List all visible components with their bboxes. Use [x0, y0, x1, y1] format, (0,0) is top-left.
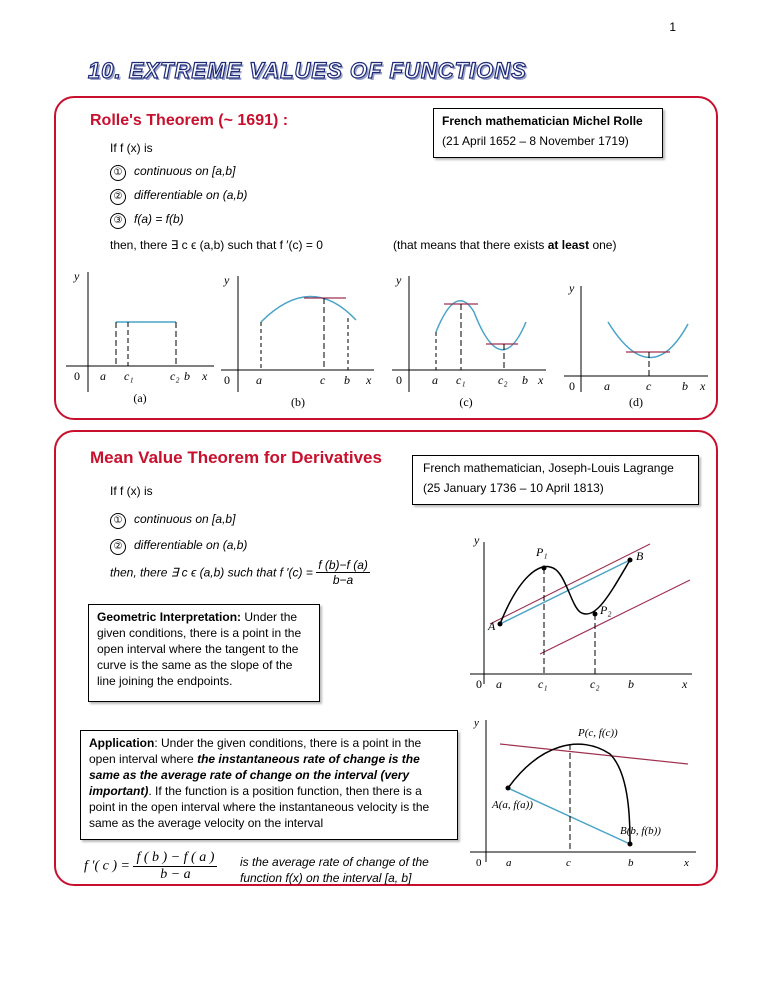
svg-text:y: y — [569, 281, 575, 295]
condition-number: ③ — [110, 213, 126, 229]
rolle-condition-3 — [110, 212, 184, 229]
application-box — [80, 730, 458, 840]
rolle-mathematician-dates: (21 April 1652 – 8 November 1719) — [442, 134, 629, 148]
svg-text:a: a — [256, 373, 262, 387]
condition-text: differentiable on (a,b) — [134, 188, 248, 202]
geo-text: Under the given conditions, there is a point in the open interval where the tangent to the curve is the same as the slope of the line joining the endpoints. — [97, 610, 302, 688]
mvt-condition-1 — [110, 512, 235, 529]
app-emphasis: the instantaneous rate of change is the same as the average rate of change on the interval (very important) — [89, 752, 420, 798]
rolle-at-least-note — [393, 238, 616, 252]
point-b-label: B — [636, 549, 644, 563]
mvt-mathematician-dates: (25 January 1736 – 10 April 1813) — [423, 481, 604, 495]
svg-text:c₁: c₁ — [124, 369, 134, 383]
tick-a-label: a — [506, 857, 512, 869]
origin-label: 0 — [476, 677, 482, 691]
graph-caption-c: (c) — [459, 395, 473, 409]
formula-lhs: f ′( c ) = — [84, 858, 130, 874]
average-rate-description: is the average rate of change of the function f(x) on the interval [a, b] — [240, 855, 429, 885]
formula-denominator: b − a — [160, 867, 191, 882]
rolle-condition-1 — [110, 164, 235, 181]
note-text: one) — [589, 238, 617, 252]
svg-text:a: a — [604, 379, 610, 393]
tick-c-label: c — [566, 857, 571, 869]
mvt-intro: If f (x) is — [110, 484, 153, 498]
condition-number: ② — [110, 189, 126, 205]
condition-text: continuous on [a,b] — [134, 164, 236, 178]
svg-text:a: a — [100, 369, 106, 383]
graph-caption-b: (b) — [291, 395, 305, 409]
point-p1-label: P₁ — [536, 545, 548, 559]
svg-text:c₂: c₂ — [498, 373, 508, 387]
point-p-label: P(c, f(c)) — [578, 727, 618, 739]
svg-text:0: 0 — [224, 373, 230, 387]
formula-numerator: f ( b ) − f ( a ) — [133, 850, 217, 867]
mvt-conclusion — [110, 558, 370, 587]
mvt-graph-tangent — [470, 534, 700, 714]
point-b-label: B(b, f(b)) — [620, 825, 661, 837]
condition-number: ② — [110, 539, 126, 555]
mvt-conclusion-text: then, there ∃ c ϵ (a,b) such that f ′(c) = — [110, 565, 313, 580]
svg-text:a: a — [432, 373, 438, 387]
svg-text:b: b — [522, 373, 528, 387]
condition-number: ① — [110, 513, 126, 529]
geometric-interpretation-box — [88, 604, 320, 702]
graph-caption-d: (d) — [629, 395, 643, 409]
page-number: 1 — [669, 20, 676, 34]
condition-text: f(a) = f(b) — [134, 212, 184, 226]
point-p2-label: P₂ — [600, 603, 612, 617]
graph-a-y-label: y — [74, 269, 80, 283]
graph-a-zero-label: 0 — [74, 369, 80, 383]
geo-label: Geometric Interpretation: — [97, 610, 242, 624]
tick-b-label: b — [628, 857, 634, 869]
tick-a-label: a — [496, 677, 502, 691]
axis-y-label: y — [474, 717, 479, 729]
rolle-mathematician-name: French mathematician Michel Rolle — [442, 114, 643, 128]
rolle-intro: If f (x) is — [110, 141, 153, 155]
mvt-fraction-denominator: b−a — [332, 573, 354, 587]
condition-text: continuous on [a,b] — [134, 512, 236, 526]
tick-b-label: b — [628, 677, 634, 691]
condition-number: ① — [110, 165, 126, 181]
rolle-mathematician-box — [433, 108, 663, 158]
svg-text:c₂: c₂ — [170, 369, 180, 383]
rolle-conclusion: then, there ∃ c ϵ (a,b) such that f ′(c) = 0 — [110, 238, 323, 252]
average-rate-formula — [84, 850, 217, 883]
app-text-2: . If the function is a position function, then there is a point in the open interval where the instantaneous velocity is the same as the average velocity on the interval — [89, 784, 430, 830]
page-title: 10. EXTREME VALUES OF FUNCTIONS — [88, 58, 527, 83]
mvt-graph-secant — [470, 714, 702, 874]
app-label: Application — [89, 736, 155, 750]
axis-x-label: x — [684, 857, 689, 869]
formula-fraction — [133, 850, 217, 883]
svg-text:c: c — [320, 373, 326, 387]
svg-text:x: x — [700, 379, 706, 393]
tick-c1-label: c₁ — [538, 677, 548, 691]
origin-label: 0 — [476, 857, 482, 869]
svg-text:b: b — [344, 373, 350, 387]
svg-text:b: b — [682, 379, 688, 393]
svg-text:0: 0 — [396, 373, 402, 387]
axis-y-label: y — [474, 534, 480, 547]
svg-text:0: 0 — [569, 379, 575, 393]
svg-text:c: c — [646, 379, 652, 393]
mvt-mathematician-name: French mathematician, Joseph-Louis Lagrange — [423, 461, 674, 475]
rolle-heading: Rolle's Theorem (~ 1691) : — [90, 112, 289, 129]
svg-text:b: b — [184, 369, 190, 383]
svg-text:x: x — [202, 369, 208, 383]
mvt-fraction — [316, 558, 370, 587]
mvt-heading: Mean Value Theorem for Derivatives — [90, 448, 382, 467]
axis-x-label: x — [682, 677, 688, 691]
rolle-condition-2 — [110, 188, 247, 205]
point-a-label: A(a, f(a)) — [492, 799, 533, 811]
graph-caption-a: (a) — [133, 391, 147, 405]
note-bold: at least — [547, 238, 590, 252]
mvt-condition-2 — [110, 538, 247, 555]
mvt-fraction-numerator: f (b)−f (a) — [318, 558, 368, 572]
note-text: (that means that there exists — [393, 238, 548, 252]
app-text-1: : Under the given conditions, there is a point in the open interval where — [89, 736, 422, 766]
mvt-mathematician-box — [412, 455, 699, 505]
svg-text:c₁: c₁ — [456, 373, 466, 387]
svg-text:x: x — [366, 373, 372, 387]
svg-text:y: y — [396, 273, 402, 287]
point-a-label: A — [488, 619, 496, 633]
condition-text: differentiable on (a,b) — [134, 538, 248, 552]
svg-text:x: x — [538, 373, 544, 387]
tick-c2-label: c₂ — [590, 677, 600, 691]
svg-text:y: y — [224, 273, 230, 287]
rolle-graphs — [56, 262, 712, 412]
